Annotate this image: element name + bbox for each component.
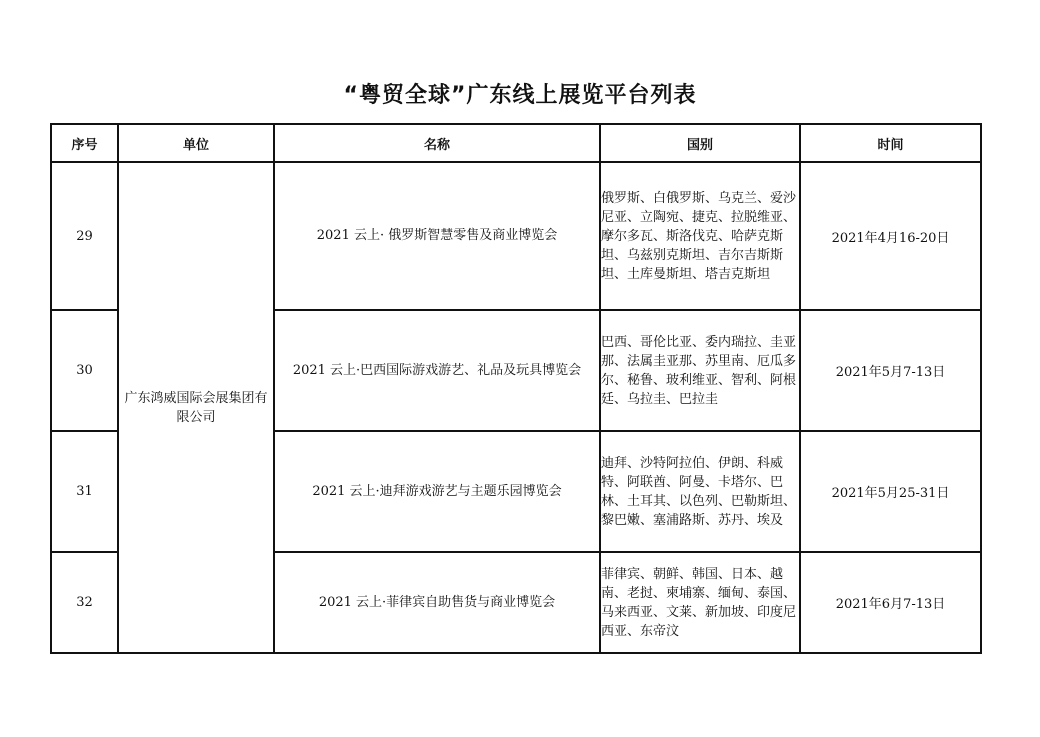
seq-cell: 30	[51, 310, 118, 431]
country-cell: 巴西、哥伦比亚、委内瑞拉、圭亚那、法属圭亚那、苏里南、厄瓜多尔、秘鲁、玻利维亚、智利、阿根廷、乌拉圭、巴拉圭	[600, 310, 800, 431]
country-cell: 迪拜、沙特阿拉伯、伊朗、科威特、阿联酋、阿曼、卡塔尔、巴林、土耳其、以色列、巴勒斯坦、黎巴嫩、塞浦路斯、苏丹、埃及	[600, 431, 800, 552]
table-header-row	[51, 124, 981, 162]
seq-cell: 32	[51, 552, 118, 653]
exhibition-name-cell: 2021 云上·巴西国际游戏游艺、礼品及玩具博览会	[274, 310, 600, 431]
country-cell: 俄罗斯、白俄罗斯、乌克兰、爱沙尼亚、立陶宛、捷克、拉脱维亚、摩尔多瓦、斯洛伐克、哈萨克斯坦、乌兹别克斯坦、吉尔吉斯斯坦、土库曼斯坦、塔吉克斯坦	[600, 162, 800, 310]
exhibition-name-cell: 2021 云上·菲律宾自助售货与商业博览会	[274, 552, 600, 653]
seq-cell: 31	[51, 431, 118, 552]
header-unit: 单位	[118, 124, 274, 162]
header-time: 时间	[800, 124, 981, 162]
time-cell: 2021年4月16-20日	[800, 162, 981, 310]
time-cell: 2021年6月7-13日	[800, 552, 981, 653]
header-country: 国别	[600, 124, 800, 162]
page-title: “粤贸全球”广东线上展览平台列表	[343, 83, 697, 108]
exhibition-name-cell: 2021 云上· 俄罗斯智慧零售及商业博览会	[274, 162, 600, 310]
seq-cell: 29	[51, 162, 118, 310]
exhibition-platform-table	[50, 123, 982, 654]
country-cell: 菲律宾、朝鲜、韩国、日本、越南、老挝、柬埔寨、缅甸、泰国、马来西亚、文莱、新加坡、印度尼西亚、东帝汶	[600, 552, 800, 653]
time-cell: 2021年5月7-13日	[800, 310, 981, 431]
header-seq: 序号	[51, 124, 118, 162]
table-row	[51, 162, 981, 310]
time-cell: 2021年5月25-31日	[800, 431, 981, 552]
header-name: 名称	[274, 124, 600, 162]
exhibition-name-cell: 2021 云上·迪拜游戏游艺与主题乐园博览会	[274, 431, 600, 552]
unit-cell: 广东鸿威国际会展集团有限公司	[118, 162, 274, 653]
